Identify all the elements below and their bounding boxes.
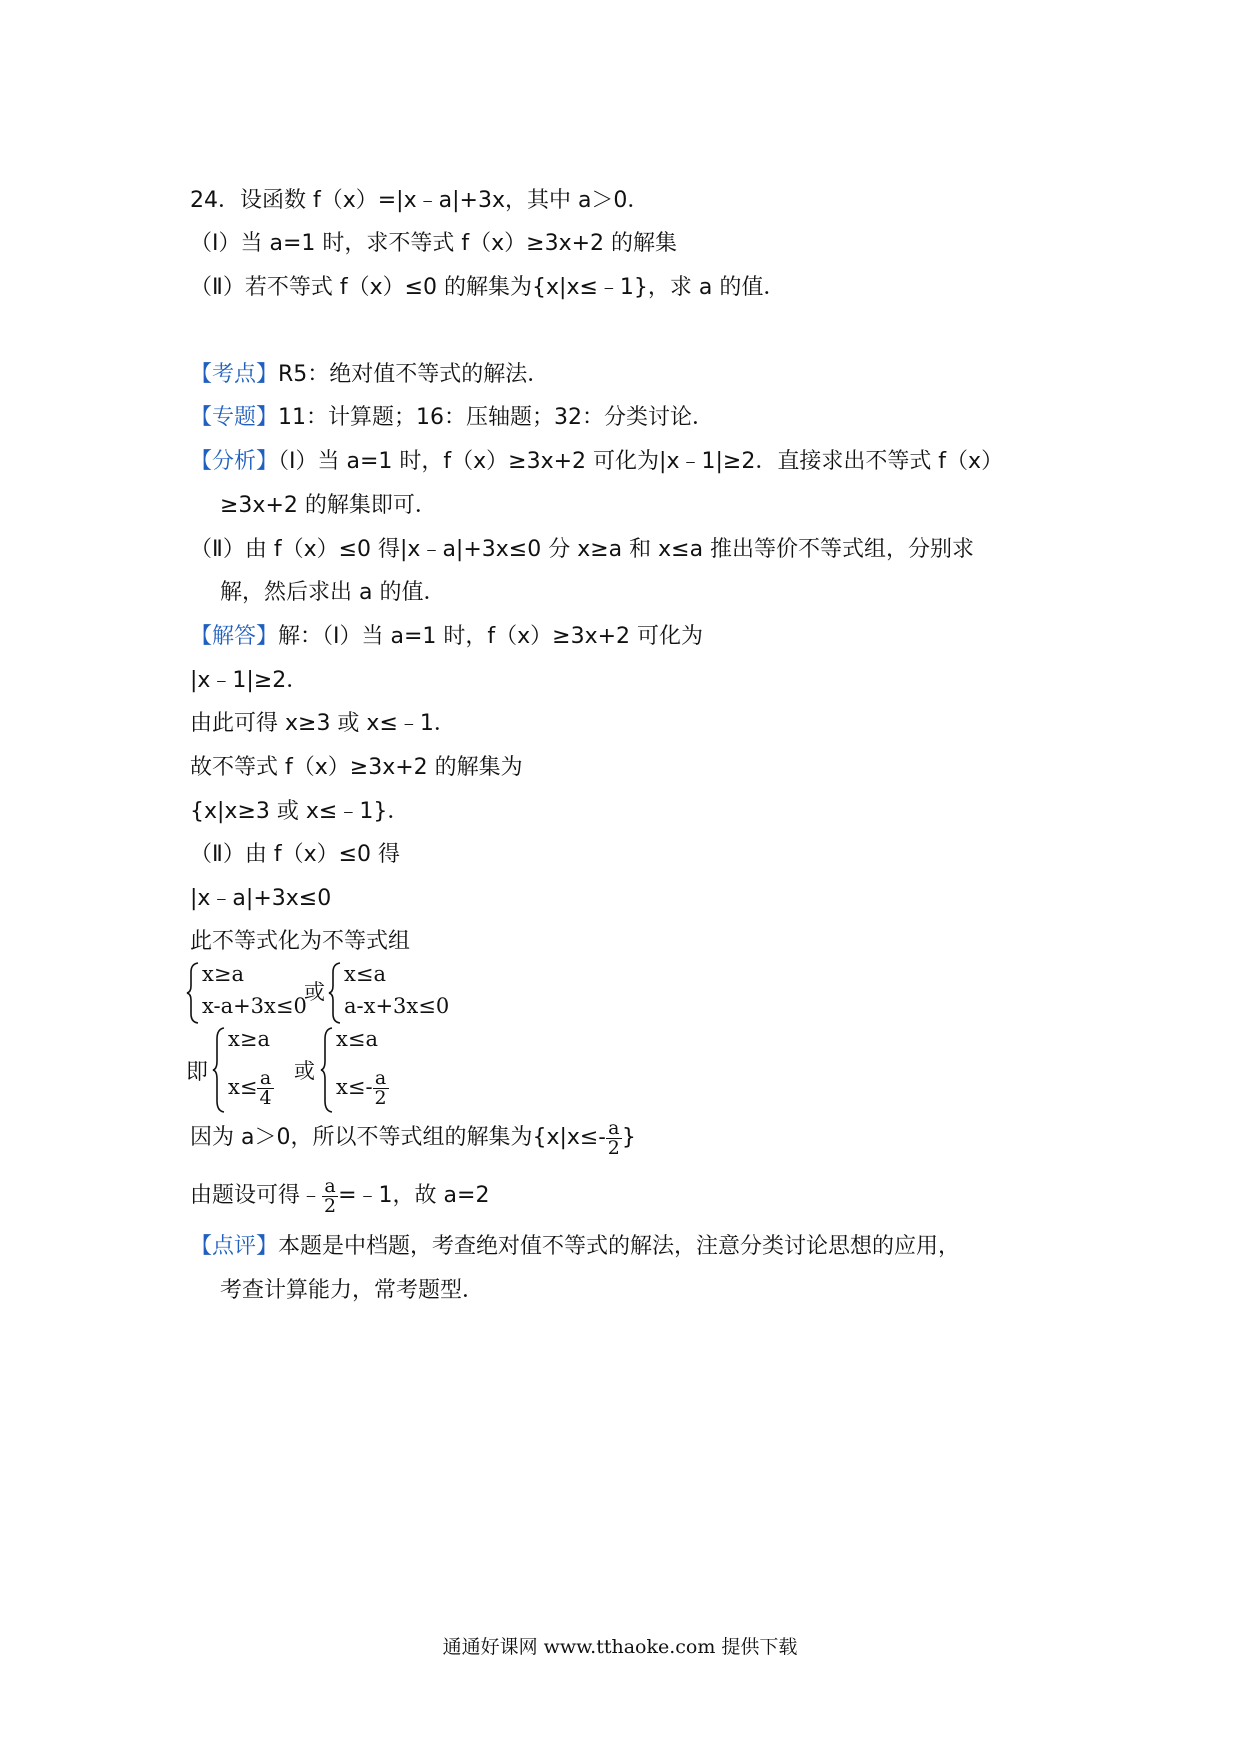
jieda-line2: |x﹣1|≥2．: [190, 668, 309, 693]
problem-part2: （Ⅱ）若不等式 f（x）≤0 的解集为{x|x≤﹣1}，求 a 的值．: [190, 275, 786, 300]
sys1-a1: x≥a: [202, 962, 244, 986]
zhuanti-text: 11：计算题；16：压轴题；32：分类讨论．: [278, 405, 714, 430]
jieda-line8: 此不等式化为不等式组: [190, 929, 411, 954]
kaodian-text: R5：绝对值不等式的解法．: [278, 362, 550, 387]
jieda-line5: {x|x≥3 或 x≤﹣1}．: [190, 799, 410, 824]
kaodian-tag: 【考点】: [190, 362, 279, 387]
kaodian-line: [190, 360, 549, 390]
zhuanti-line: [190, 403, 714, 433]
fenxi-line3: （Ⅱ）由 f（x）≤0 得|x﹣a|+3x≤0 分 x≥a 和 x≤a 推出等价不等式组，分别求: [190, 537, 975, 562]
sys2-a1: x≥a: [228, 1027, 270, 1051]
inequality-system-2: [186, 1025, 446, 1115]
fraction-denominator: 4: [259, 1087, 272, 1109]
zhuanti-tag: 【专题】: [190, 405, 279, 430]
fraction-numerator: a: [257, 1069, 273, 1089]
jieda-line10-pre: 由题设可得﹣: [190, 1183, 323, 1208]
jieda-line4: 故不等式 f（x）≥3x+2 的解集为: [190, 755, 523, 780]
jieda-line7: |x﹣a|+3x≤0: [190, 886, 332, 911]
sys1-b1: x≤a: [344, 962, 386, 986]
sys2-b2-rel: x≤-: [336, 1075, 373, 1099]
fenxi-line2: ≥3x+2 的解集即可．: [220, 493, 437, 518]
problem-stem: 24．设函数 f（x）=|x﹣a|+3x，其中 a＞0．: [190, 188, 650, 213]
fraction-denominator: 2: [324, 1194, 337, 1217]
dianping-line2: 考查计算能力，常考题型．: [220, 1278, 485, 1303]
fenxi-tag: 【分析】: [190, 449, 279, 474]
sys1-or: 或: [304, 980, 325, 1004]
fraction-a-over-2: [373, 1069, 389, 1108]
jieda-line9-end: }: [621, 1125, 636, 1150]
fraction-numerator: a: [322, 1177, 338, 1197]
fraction-numerator: a: [606, 1119, 622, 1139]
sys2-b1: x≤a: [336, 1027, 378, 1051]
left-brace-icon: [328, 962, 342, 1024]
jieda-line6: （Ⅱ）由 f（x）≤0 得: [190, 842, 401, 867]
fraction-a-over-2: [322, 1174, 338, 1217]
fenxi-line1: [190, 447, 1003, 477]
fenxi-text-1: （Ⅰ）当 a=1 时，f（x）≥3x+2 可化为|x﹣1|≥2．直接求出不等式 f（x）: [278, 449, 1004, 474]
jieda-line10: [190, 1176, 489, 1216]
jieda-line9-rel: ≤-: [579, 1125, 606, 1150]
dianping-tag: 【点评】: [190, 1234, 279, 1259]
inequality-system-1: [186, 962, 486, 1024]
sys2-prefix: 即: [186, 1060, 209, 1085]
sys2-a2: [228, 1069, 274, 1108]
sys1-a2: x-a+3x≤0: [202, 994, 307, 1018]
fraction-numerator: a: [373, 1069, 389, 1089]
jieda-line10-post: =﹣1，故 a=2: [338, 1183, 490, 1208]
jieda-tag: 【解答】: [190, 624, 279, 649]
page-footer: 通通好课网 www.tthaoke.com 提供下载: [442, 1636, 798, 1658]
sys2-or: 或: [294, 1059, 315, 1083]
jieda-line3: 由此可得 x≥3 或 x≤﹣1．: [190, 711, 456, 736]
sys2-b2: [336, 1069, 389, 1108]
dianping-line1: [190, 1232, 960, 1262]
left-brace-icon: [320, 1027, 334, 1113]
fenxi-line4: 解，然后求出 a 的值．: [220, 580, 446, 605]
left-brace-icon: [212, 1027, 226, 1113]
jieda-text-1: 解：（Ⅰ）当 a=1 时，f（x）≥3x+2 可化为: [278, 624, 704, 649]
dianping-text-1: 本题是中档题，考查绝对值不等式的解法，注意分类讨论思想的应用，: [278, 1234, 961, 1259]
fraction-denominator: 2: [374, 1087, 387, 1109]
left-brace-icon: [186, 962, 200, 1024]
jieda-line9: [190, 1118, 636, 1158]
fraction-a-over-4: [257, 1069, 273, 1108]
problem-part1: （Ⅰ）当 a=1 时，求不等式 f（x）≥3x+2 的解集: [190, 231, 678, 256]
jieda-line9-text: 因为 a＞0，所以不等式组的解集为{x|x: [190, 1125, 580, 1150]
sys1-b2: a-x+3x≤0: [344, 994, 450, 1018]
fraction-a-over-2: [606, 1116, 622, 1159]
jieda-line1: [190, 622, 703, 652]
sys2-a2-rel: x≤: [228, 1075, 258, 1099]
fraction-denominator: 2: [607, 1136, 620, 1159]
